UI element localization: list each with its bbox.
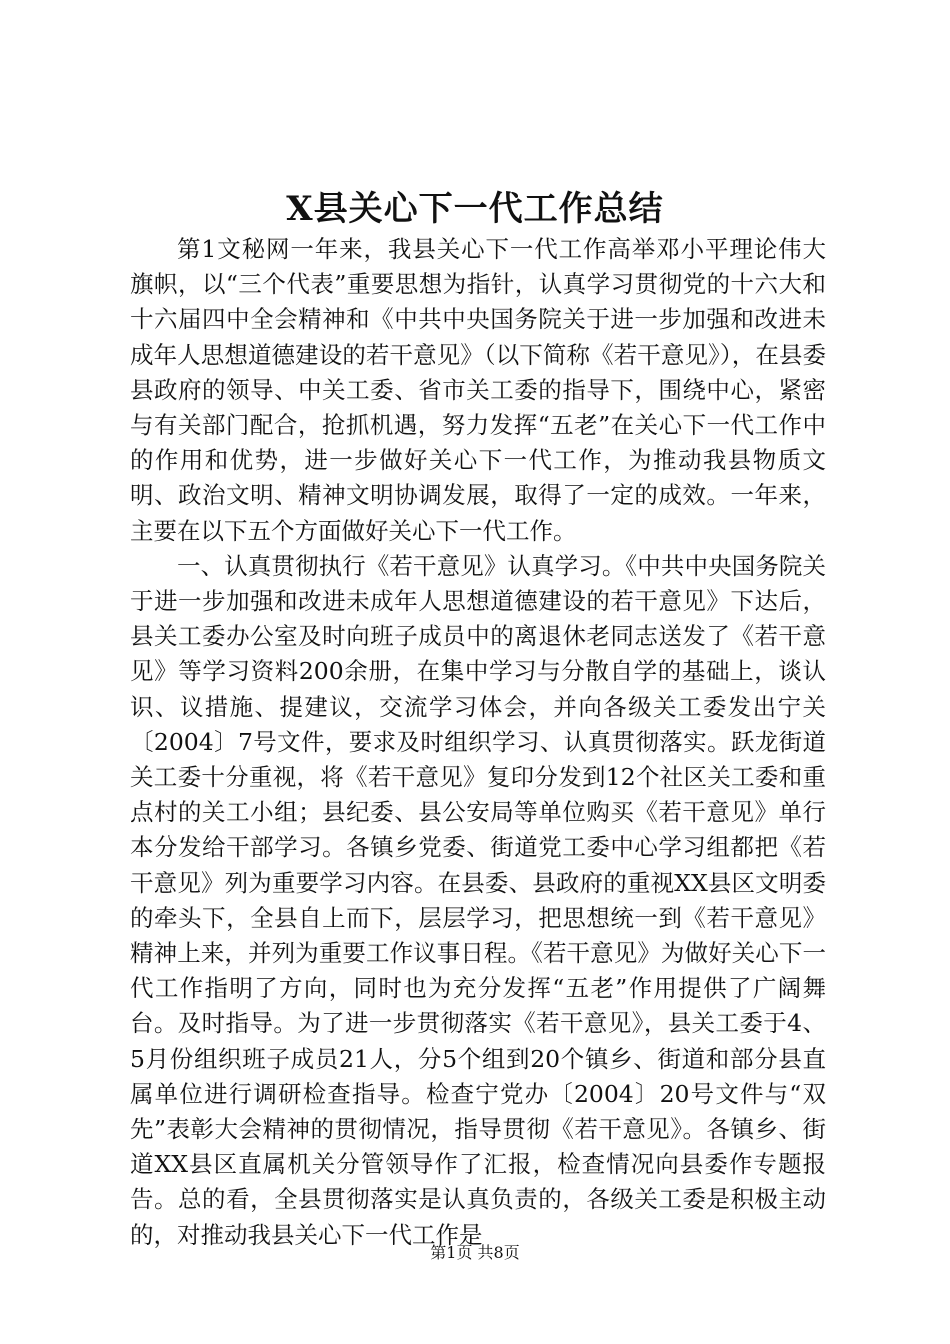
- document-title: X县关心下一代工作总结: [286, 189, 664, 229]
- page-number-footer: 第1页 共8页: [430, 1243, 520, 1262]
- section-one-paragraph: 一、认真贯彻执行《若干意见》认真学习。《中共中央国务院关于进一步加强和改进未成年人思想道德建设的若干意见》下达后，县关工委办公室及时向班子成员中的离退休老同志送发了《若干意见》等学习资料200余册，在集中学习与分散自学的基础上，谈认识、议措施、提建议，交流学习体会，并向各级关工委发出宁关〔2004〕7号文件，要求及时组织学习、认真贯彻落实。跃龙街道关工委十分重视，将《若干意见》复印分发到12个社区关工委和重点村的关工小组；县纪委、县公安局等单位购买《若干意见》单行本分发给干部学习。各镇乡党委、街道党工委中心学习组都把《若干意见》列为重要学习内容。在县委、县政府的重视XX县区文明委的牵头下，全县自上而下，层层学习，把思想统一到《若干意见》精神上来，并列为重要工作议事日程。《若干意见》为做好关心下一代工作指明了方向，同时也为充分发挥“五老”作用提供了广阔舞台。及时指导。为了进一步贯彻落实《若干意见》，县关工委于4、5月份组织班子成员21人，分5个组到20个镇乡、街道和部分县直属单位进行调研检查指导。检查宁党办〔2004〕20号文件与“双先”表彰大会精神的贯彻情况，指导贯彻《若干意见》。各镇乡、街道XX县区直属机关分管领导作了汇报，检查情况向县委作专题报告。总的看，全县贯彻落实是认真负责的，各级关工委是积极主动的，对推动我县关心下一代工作是: [130, 551, 826, 1249]
- document-body: [130, 232, 826, 1253]
- intro-paragraph: 第1文秘网一年来，我县关心下一代工作高举邓小平理论伟大旗帜，以“三个代表”重要思想为指针，认真学习贯彻党的十六大和十六届四中全会精神和《中共中央国务院关于进一步加强和改进未成年人思想道德建设的若干意见》（以下简称《若干意见》），在县委县政府的领导、中关工委、省市关工委的指导下，围绕中心，紧密与有关部门配合，抢抓机遇，努力发挥“五老”在关心下一代工作中的作用和优势，进一步做好关心下一代工作，为推动我县物质文明、政治文明、精神文明协调发展，取得了一定的成效。一年来，主要在以下五个方面做好关心下一代工作。: [130, 235, 826, 545]
